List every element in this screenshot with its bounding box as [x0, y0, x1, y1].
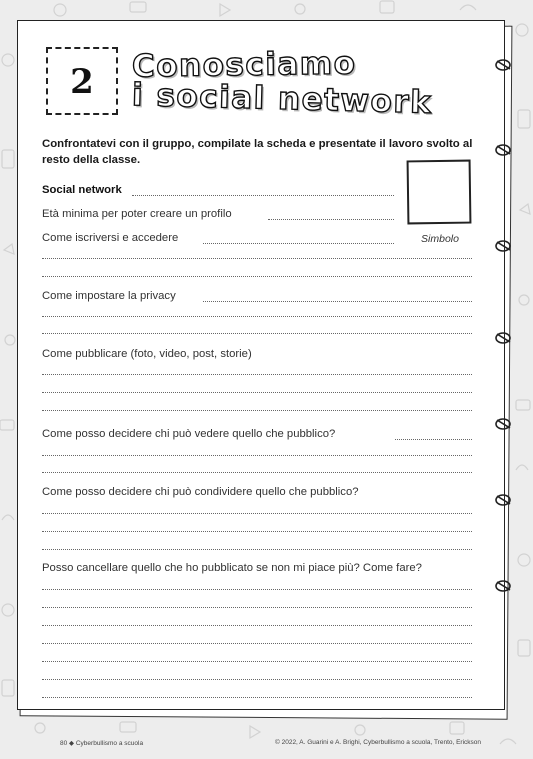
- answer-line[interactable]: [42, 258, 472, 259]
- social-network-line[interactable]: [132, 195, 394, 196]
- footer-copyright: © 2022, A. Guarini e A. Brighi, Cyberbullismo a scuola, Trento, Erickson: [275, 739, 482, 746]
- answer-line[interactable]: [42, 697, 472, 698]
- iscriversi-label: Come iscriversi e accedere: [42, 232, 179, 244]
- answer-line[interactable]: [42, 607, 472, 608]
- answer-line[interactable]: [395, 439, 472, 440]
- diamond-icon: ◆: [69, 740, 75, 747]
- eta-minima-label: Età minima per poter creare un profilo: [42, 208, 232, 220]
- answer-line[interactable]: [42, 472, 472, 473]
- pubblicare-question: Come pubblicare (foto, video, post, storie): [42, 348, 252, 360]
- iscriversi-line[interactable]: [203, 243, 394, 244]
- cancellare-question: Posso cancellare quello che ho pubblicato se non mi piace più? Come fare?: [42, 562, 422, 574]
- answer-line[interactable]: [42, 625, 472, 626]
- social-network-label: Social network: [42, 184, 122, 196]
- eta-minima-line[interactable]: [268, 219, 394, 220]
- answer-line[interactable]: [203, 301, 472, 302]
- condividere-question: Come posso decidere chi può condividere quello che pubblico?: [42, 486, 359, 498]
- footer-left: [60, 739, 143, 747]
- answer-line[interactable]: [42, 455, 472, 456]
- answer-line[interactable]: [42, 679, 472, 680]
- answer-line[interactable]: [42, 513, 472, 514]
- answer-line[interactable]: [42, 392, 472, 393]
- book-title: Cyberbullismo a scuola: [75, 740, 144, 747]
- answer-line[interactable]: [42, 661, 472, 662]
- page-title-line-1: Conosciamo: [131, 45, 357, 85]
- answer-line[interactable]: [42, 589, 472, 590]
- answer-line[interactable]: [42, 410, 472, 411]
- answer-line[interactable]: [42, 643, 472, 644]
- activity-number-box: [46, 47, 118, 115]
- answer-line[interactable]: [42, 333, 472, 334]
- privacy-question: Come impostare la privacy: [42, 290, 176, 302]
- answer-line[interactable]: [42, 316, 472, 317]
- symbol-drawing-box[interactable]: [407, 160, 472, 225]
- answer-line[interactable]: [42, 549, 472, 550]
- answer-line[interactable]: [42, 374, 472, 375]
- symbol-label: Simbolo: [421, 233, 459, 245]
- answer-line[interactable]: [42, 276, 472, 277]
- instructions-text: Confrontatevi con il gruppo, compilate la scheda e presentate il lavoro svolto al resto della classe.: [42, 138, 473, 166]
- activity-number: 2: [70, 62, 94, 102]
- page-title-line-2: i social network: [131, 77, 433, 121]
- answer-line[interactable]: [42, 531, 472, 532]
- page-number: 80: [60, 740, 68, 747]
- vedere-question: Come posso decidere chi può vedere quello che pubblico?: [42, 428, 336, 440]
